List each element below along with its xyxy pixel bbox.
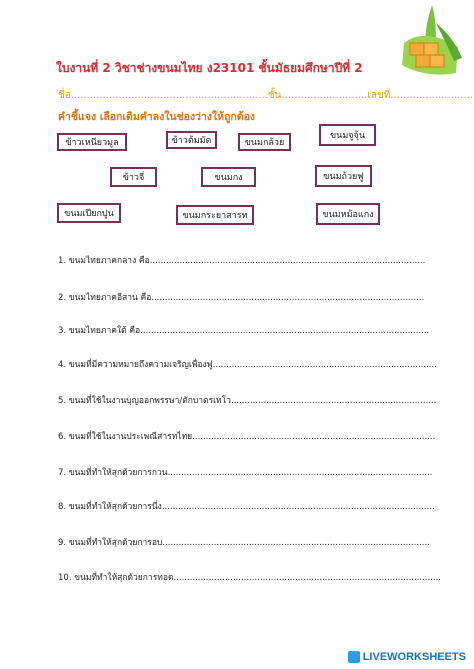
word-bank-item[interactable]: ข้าวต้มมัด xyxy=(166,131,217,149)
thai-dessert-icon xyxy=(396,3,466,83)
question-line[interactable]: 4. ขนมที่มีความหมายถึงความเจริญเพื่องฟู................................................................................... xyxy=(58,360,437,370)
brand-name: LIVEWORKSHEETS xyxy=(362,651,466,663)
question-line[interactable]: 8. ขนมที่ทำให้สุกด้วยการนึ่ง..................................................................................................... xyxy=(58,502,435,512)
student-info-line: ชื่อ..............................................................ชั้น...........................เลขที่.......................... xyxy=(58,90,473,101)
word-bank-item[interactable]: ขนมกง xyxy=(201,167,256,187)
word-bank-item[interactable]: ขนมเปียกปูน xyxy=(57,203,121,223)
worksheet-title: ใบงานที่ 2 วิชาช่างขนมไทย ง23101 ชั้นมัธยมศึกษาปีที่ 2 xyxy=(56,61,363,75)
question-line[interactable]: 5. ขนมที่ใช้ในงานบุญออกพรรษา/ตักบาตรเทโว............................................................................ xyxy=(58,396,437,406)
word-bank-item[interactable]: ข้าวเหนียวมูล xyxy=(57,133,127,151)
question-line[interactable]: 7. ขนมที่ทำให้สุกด้วยการกวน.................................................................................................. xyxy=(58,468,433,478)
word-bank-item[interactable]: ข้าวจี่ xyxy=(110,167,157,187)
word-bank-item[interactable]: ขนมหม้อแกง xyxy=(316,203,380,225)
instructions: คำชี้แจง เลือกเติมคำลงในช่องว่างให้ถูกต้อง xyxy=(58,111,256,123)
liveworksheets-logo xyxy=(348,651,466,663)
question-line[interactable]: 10. ขนมที่ทำให้สุกด้วยการทอด................................................................................................... xyxy=(58,573,441,583)
question-line[interactable]: 9. ขนมที่ทำให้สุกด้วยการอบ................................................................................................... xyxy=(58,538,430,548)
word-bank-item[interactable]: ขนมกล้วย xyxy=(238,133,291,151)
word-bank-item[interactable]: ขนมจูจุ้น xyxy=(319,124,376,146)
question-line[interactable]: 1. ขนมไทยภาคกลาง คือ...................................................................................................... xyxy=(58,256,426,266)
question-line[interactable]: 6. ขนมที่ใช้ในงานประเพณีสารทไทย.......................................................................................... xyxy=(58,432,436,442)
word-bank-item[interactable]: ขนมถ้วยฟู xyxy=(315,165,372,187)
word-bank-item[interactable]: ขนมกระยาสารท xyxy=(176,205,254,225)
liveworksheets-logo-icon xyxy=(348,651,360,663)
question-line[interactable]: 3. ขนมไทยภาคใต้ คือ........................................................................................................... xyxy=(58,326,430,336)
question-line[interactable]: 2. ขนมไทยภาคอีสาน คือ..................................................................................................... xyxy=(58,293,425,303)
